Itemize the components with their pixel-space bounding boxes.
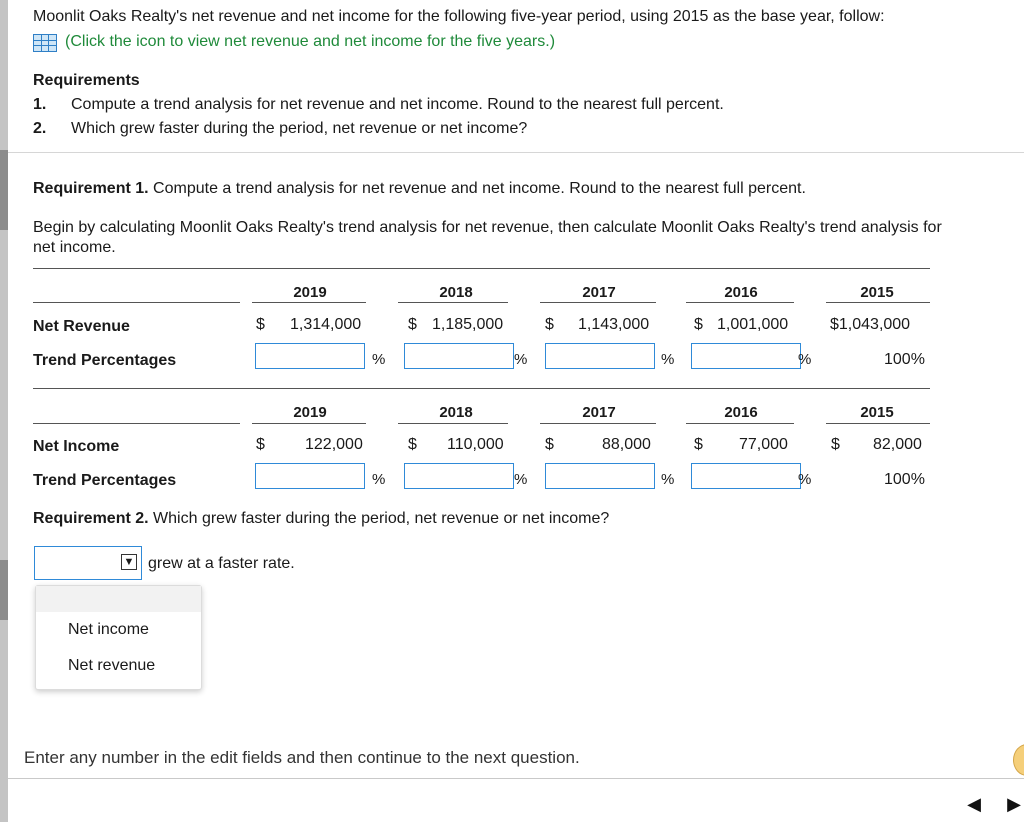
base-year-percent: 100% (884, 471, 925, 488)
revenue-trend-2017-input[interactable] (545, 343, 655, 369)
footer-divider (8, 778, 1024, 779)
year-header: 2018 (439, 284, 473, 301)
net-income-base-value: 82,000 (873, 436, 922, 453)
requirements-heading: Requirements (33, 72, 140, 89)
year-header: 2017 (582, 404, 616, 421)
net-income-value: 77,000 (739, 436, 788, 453)
year-header: 2017 (582, 284, 616, 301)
window-edge (0, 0, 8, 822)
instruction-line1: Begin by calculating Moonlit Oaks Realty's trend analysis for net revenue, then calculate Moonlit Oaks Realty's trend analysis for (33, 219, 942, 236)
currency-sign: $ (831, 436, 840, 453)
currency-sign: $ (256, 436, 265, 453)
year-header: 2016 (724, 284, 758, 301)
currency-sign: $ (408, 316, 417, 333)
faster-rate-suffix: grew at a faster rate. (148, 555, 295, 572)
percent-sign: % (372, 351, 386, 368)
table-top-rule (33, 388, 930, 389)
option-net-income[interactable]: Net income (68, 621, 149, 638)
net-income-label: Net Income (33, 438, 120, 455)
currency-sign: $ (545, 316, 554, 333)
net-income-value: 122,000 (305, 436, 363, 453)
revenue-trend-2019-input[interactable] (255, 343, 365, 369)
percent-sign: % (798, 471, 812, 488)
req1-statement (33, 180, 806, 198)
trend-percentages-label: Trend Percentages (33, 472, 177, 489)
percent-sign: % (661, 471, 675, 488)
footer-hint: Enter any number in the edit fields and then continue to the next question. (24, 748, 580, 767)
percent-sign: % (661, 351, 675, 368)
net-revenue-value: 1,314,000 (290, 316, 362, 333)
table-top-rule (33, 268, 930, 269)
currency-sign: $ (694, 436, 703, 453)
year-header: 2016 (724, 404, 758, 421)
instruction-line2: net income. (33, 239, 116, 256)
year-header: 2019 (293, 404, 327, 421)
percent-sign: % (372, 471, 386, 488)
currency-sign: $ (408, 436, 417, 453)
net-revenue-value: 1,001,000 (717, 316, 789, 333)
percent-sign: % (798, 351, 812, 368)
req2-statement (33, 510, 609, 528)
net-revenue-value: 1,185,000 (432, 316, 504, 333)
requirement-number: 1. (33, 96, 47, 113)
revenue-trend-2018-input[interactable] (404, 343, 514, 369)
next-arrow-icon[interactable]: ▶ (1007, 794, 1021, 814)
menu-blank-option[interactable] (36, 586, 201, 612)
income-trend-2016-input[interactable] (691, 463, 801, 489)
help-orb-icon[interactable] (1013, 744, 1024, 776)
net-revenue-value: 1,143,000 (578, 316, 650, 333)
net-revenue-label: Net Revenue (33, 318, 130, 335)
view-data-link[interactable]: (Click the icon to view net revenue and net income for the five years.) (65, 33, 556, 50)
previous-arrow-icon[interactable]: ◀ (967, 794, 981, 814)
year-header: 2015 (860, 284, 894, 301)
currency-sign: $ (545, 436, 554, 453)
requirement-number: 2. (33, 120, 47, 137)
trend-percentages-label: Trend Percentages (33, 352, 177, 369)
req2-text: Which grew faster during the period, net revenue or net income? (153, 510, 610, 527)
req1-text: Compute a trend analysis for net revenue and net income. Round to the nearest full percent. (153, 180, 806, 197)
income-trend-2018-input[interactable] (404, 463, 514, 489)
req1-label: Requirement 1. (33, 180, 149, 197)
income-trend-2017-input[interactable] (545, 463, 655, 489)
income-trend-2019-input[interactable] (255, 463, 365, 489)
net-income-value: 88,000 (602, 436, 651, 453)
base-year-percent: 100% (884, 351, 925, 368)
requirement-text: Which grew faster during the period, net revenue or net income? (71, 120, 528, 137)
req2-label: Requirement 2. (33, 510, 149, 527)
dropdown-menu (35, 585, 202, 690)
percent-sign: % (514, 471, 528, 488)
intro-text: Moonlit Oaks Realty's net revenue and net income for the following five-year period, using 2015 as the base year, follow: (33, 8, 885, 25)
year-header: 2018 (439, 404, 473, 421)
revenue-trend-2016-input[interactable] (691, 343, 801, 369)
net-income-value: 110,000 (447, 436, 504, 453)
option-net-revenue[interactable]: Net revenue (68, 657, 156, 674)
net-revenue-base-value: $1,043,000 (830, 316, 911, 333)
divider (8, 152, 1024, 153)
requirement-text: Compute a trend analysis for net revenue and net income. Round to the nearest full percent. (71, 96, 724, 113)
percent-sign: % (514, 351, 528, 368)
year-header: 2015 (860, 404, 894, 421)
data-table-icon[interactable] (33, 34, 57, 52)
currency-sign: $ (256, 316, 265, 333)
year-header: 2019 (293, 284, 327, 301)
chevron-down-icon[interactable]: ▼ (121, 554, 137, 570)
currency-sign: $ (694, 316, 703, 333)
